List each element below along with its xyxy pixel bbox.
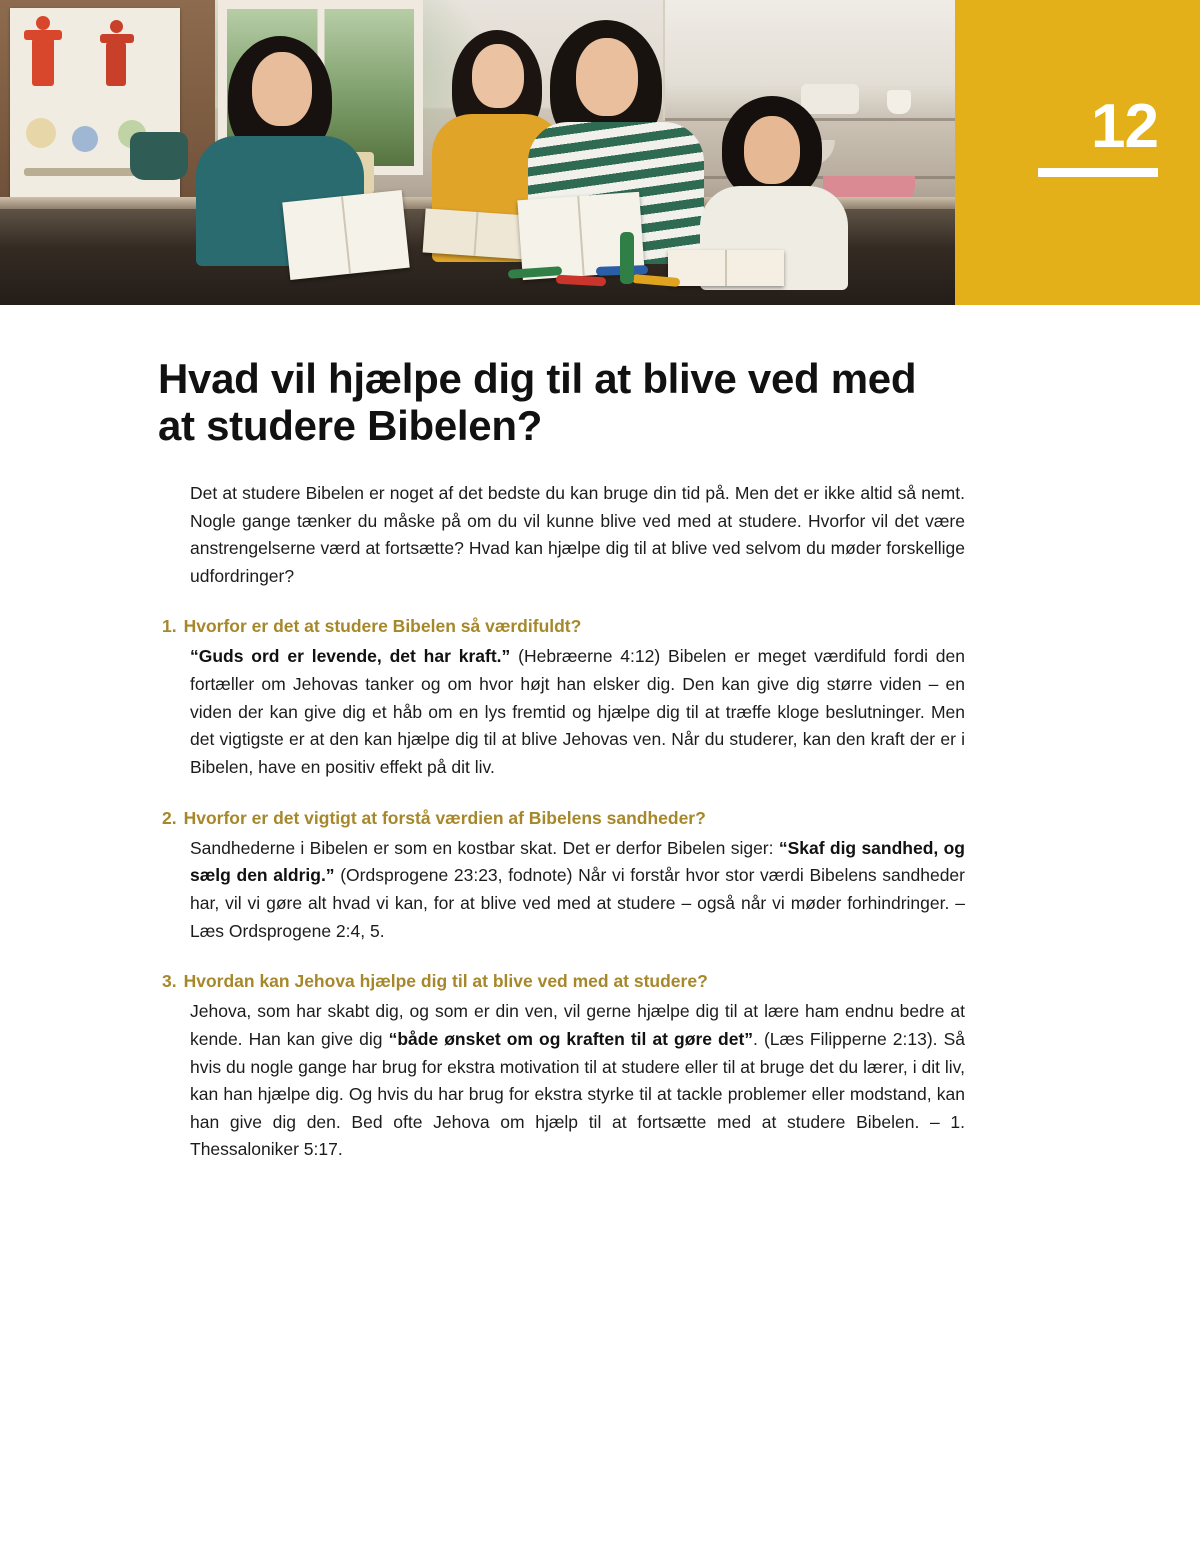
question-heading-3	[162, 971, 965, 992]
answer-text-3b: . (Læs Filipperne 2:13). Så hvis du nogle gange har brug for ekstra motivation til at studere eller til at bruge det du lærer, i dit liv, kan han hjælpe dig. Og hvis du har brug for ekstra styrke til at tackle problemer eller modstand, kan han give dig den. Bed ofte Jehova om hjælp til at fortsætte med at studere Bibelen. – 1. Thessaloniker 5:17.	[190, 1028, 965, 1160]
question-block-1	[162, 616, 965, 781]
page-number: 12	[1091, 92, 1158, 161]
answer-paragraph-2	[190, 835, 965, 946]
answer-paragraph-1	[190, 643, 965, 781]
page-number-band	[955, 0, 1200, 305]
page-number-underline	[1038, 168, 1158, 177]
intro-paragraph: Det at studere Bibelen er noget af det bedste du kan bruge din tid på. Men det er ikke altid så nemt. Nogle gange tænker du måske på om du vil kunne blive ved med at studere. Hvorfor vil det være anstrengelserne værd at fortsætte? Hvad kan hjælpe dig til at blive ved selvom du møder forskellige udfordringer?	[190, 482, 965, 586]
answer-paragraph-3	[190, 998, 965, 1164]
photo-kettle	[130, 132, 188, 180]
answer-text-3a: Jehova, som har skabt dig, og som er din ven, vil gerne hjælpe dig til at lære ham endnu bedre at kende. Han kan give dig	[190, 1001, 965, 1049]
scripture-quote-2: “Skaf dig sandhed, og sælg den aldrig.”	[190, 837, 965, 886]
photo-dish-stack	[801, 84, 859, 114]
page-title: Hvad vil hjælpe dig til at blive ved med at studere Bibelen?	[158, 355, 917, 450]
question-number-3: 3.	[162, 971, 177, 992]
answer-text-2b: (Ordsprogene 23:23, fodnote) Når vi forstår hvor stor værdi Bibelens sandheder har, vil vi gøre alt hvad vi kan, for at blive ved med at studere – også når vi møder forhindringer. – Læs Ordsprogene 2:4, 5.	[190, 865, 965, 941]
answer-text-1: (Hebræerne 4:12) Bibelen er meget værdifuld fordi den fortæller om Jehovas tanker og om hvor højt han elsker dig. Den kan give dig større viden – en viden der kan give dig et håb om en lys fremtid og hjælpe dig til at træffe kloge beslutninger. Men det vigtigste er at den kan hjælpe dig til at blive Jehovas ven. Når du studerer, kan den kraft der er i Bibelen, have en positiv effekt på dit liv.	[190, 646, 965, 778]
question-text-1: Hvorfor er det at studere Bibelen så værdifuldt?	[183, 616, 582, 637]
question-number-2: 2.	[162, 807, 177, 828]
page-banner	[0, 0, 1200, 305]
question-block-2	[162, 807, 965, 946]
question-text-3: Hvordan kan Jehova hjælpe dig til at blive ved med at studere?	[183, 971, 708, 992]
question-text-2: Hvorfor er det vigtigt at forstå værdien af Bibelens sandheder?	[183, 807, 706, 828]
question-number-1: 1.	[162, 616, 177, 637]
scripture-quote-1: “Guds ord er levende, det har kraft.”	[190, 646, 511, 667]
article-body	[0, 480, 1200, 1164]
family-bible-study-photo	[0, 0, 955, 305]
question-heading-1	[162, 616, 965, 637]
question-block-3	[162, 971, 965, 1164]
answer-text-2a: Sandhederne i Bibelen er som en kostbar skat. Det er derfor Bibelen siger:	[190, 837, 779, 858]
article	[0, 355, 1200, 1164]
scripture-quote-3: “både ønsket om og kraften til at gøre det”	[388, 1028, 754, 1049]
photo-cup-1	[887, 90, 911, 114]
marker-5	[620, 232, 634, 284]
question-heading-2	[162, 808, 965, 829]
